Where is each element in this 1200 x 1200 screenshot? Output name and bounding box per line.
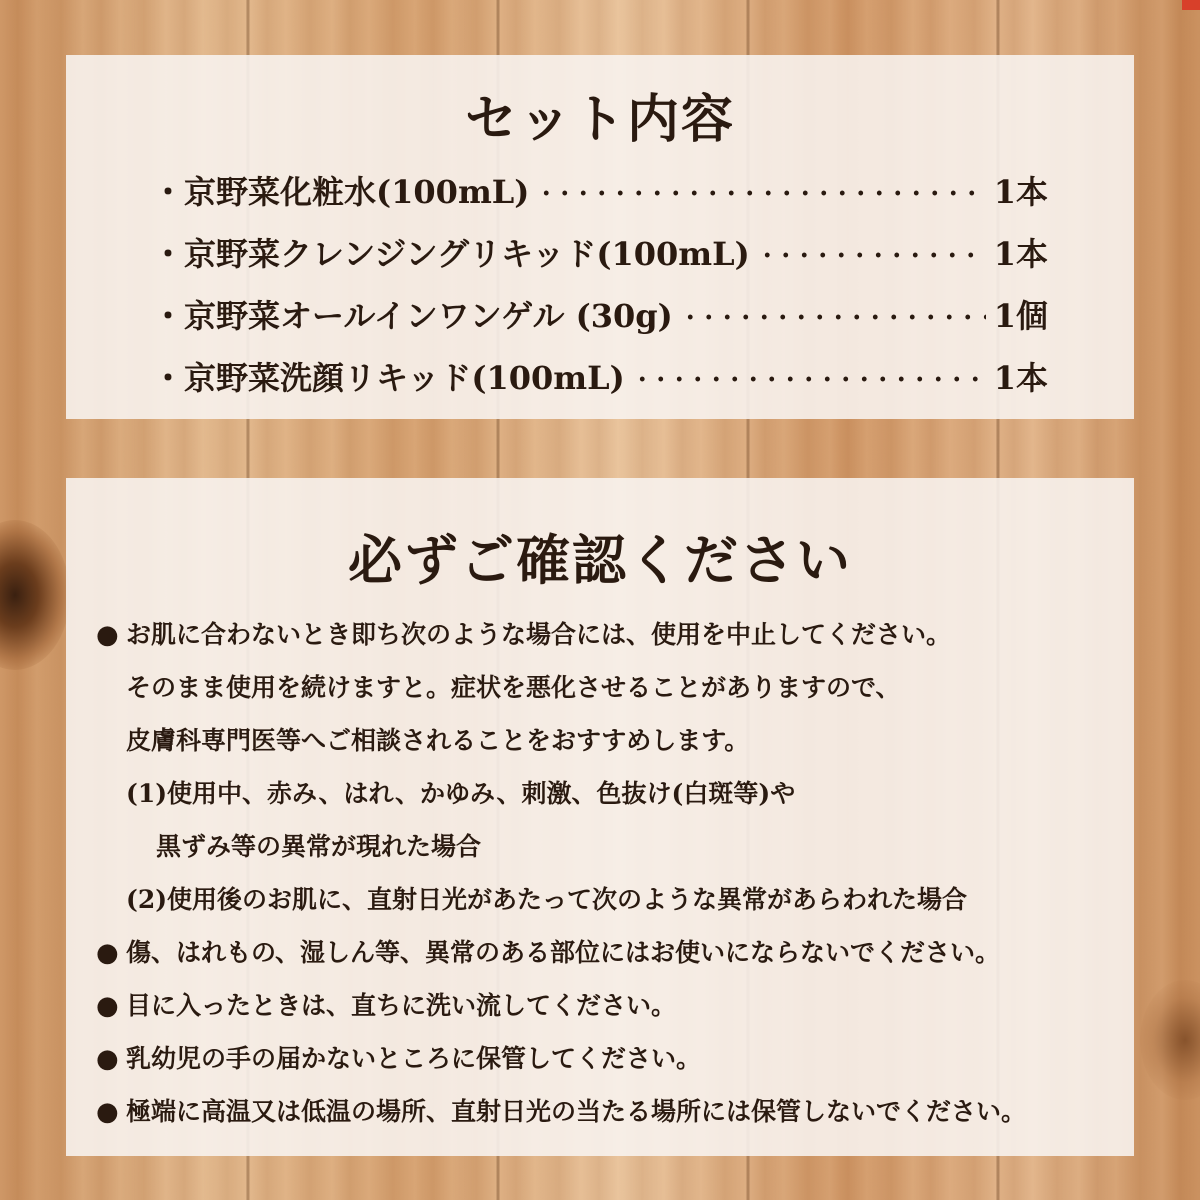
set-item-name: ・京野菜化粧水(100mL) [152, 173, 530, 211]
dot-leader [681, 314, 986, 320]
set-item [152, 221, 1048, 283]
set-item-name: ・京野菜洗顔リキッド(100mL) [152, 359, 625, 397]
set-contents-panel [66, 55, 1134, 419]
bullet-icon: ● [96, 1044, 119, 1074]
set-item-name: ・京野菜オールインワンゲル (30g) [152, 297, 673, 335]
precautions-list [96, 608, 1126, 1138]
precaution-item [96, 1085, 1126, 1138]
set-contents-list [152, 159, 1048, 407]
dot-leader [758, 252, 986, 258]
precaution-text: (2)使用後のお肌に、直射日光があたって次のような異常があらわれた場合 [126, 885, 968, 914]
bullet-icon: ● [96, 620, 119, 650]
precaution-text: 皮膚科専門医等へご相談されることをおすすめします。 [126, 726, 750, 755]
precaution-text: 乳幼児の手の届かないところに保管してください。 [126, 1044, 702, 1073]
precaution-item [96, 608, 1126, 661]
wood-knot-decoration [0, 520, 70, 670]
precaution-subitem [96, 767, 1126, 820]
precaution-continuation [96, 661, 1126, 714]
bullet-icon: ● [96, 1097, 119, 1127]
precaution-text: 傷、はれもの、湿しん等、異常のある部位にはお使いにならないでください。 [126, 938, 1001, 967]
corner-accent [1182, 0, 1200, 10]
set-contents-title: セット内容 [464, 89, 735, 150]
precaution-continuation [96, 820, 1126, 873]
set-item-name: ・京野菜クレンジングリキッド(100mL) [152, 235, 750, 273]
precaution-text: そのまま使用を続けますと。症状を悪化させることがありますので、 [126, 673, 901, 702]
precaution-text: 極端に高温又は低温の場所、直射日光の当たる場所には保管しないでください。 [126, 1097, 1027, 1126]
set-item-quantity: 1本 [993, 359, 1048, 397]
set-item [152, 345, 1048, 407]
precaution-item [96, 979, 1126, 1032]
precaution-text: お肌に合わないとき即ち次のような場合には、使用を中止してください。 [126, 620, 952, 649]
set-item-quantity: 1個 [993, 297, 1048, 335]
wood-knot-decoration-secondary [1140, 980, 1200, 1100]
set-item [152, 283, 1048, 345]
precaution-text: 目に入ったときは、直ちに洗い流してください。 [126, 991, 677, 1020]
precaution-continuation [96, 714, 1126, 767]
precaution-item [96, 926, 1126, 979]
dot-leader [537, 190, 985, 196]
precaution-text: (1)使用中、赤み、はれ、かゆみ、刺激、色抜け(白斑等)や [126, 779, 796, 808]
precaution-text: 黒ずみ等の異常が現れた場合 [156, 832, 482, 861]
precautions-panel [66, 478, 1134, 1156]
bullet-icon: ● [96, 991, 119, 1021]
bullet-icon: ● [96, 938, 119, 968]
set-item-quantity: 1本 [993, 173, 1048, 211]
precautions-title: 必ずご確認ください [348, 528, 852, 592]
precaution-subitem [96, 873, 1126, 926]
set-item [152, 159, 1048, 221]
dot-leader [633, 376, 986, 382]
set-item-quantity: 1本 [993, 235, 1048, 273]
precaution-item [96, 1032, 1126, 1085]
